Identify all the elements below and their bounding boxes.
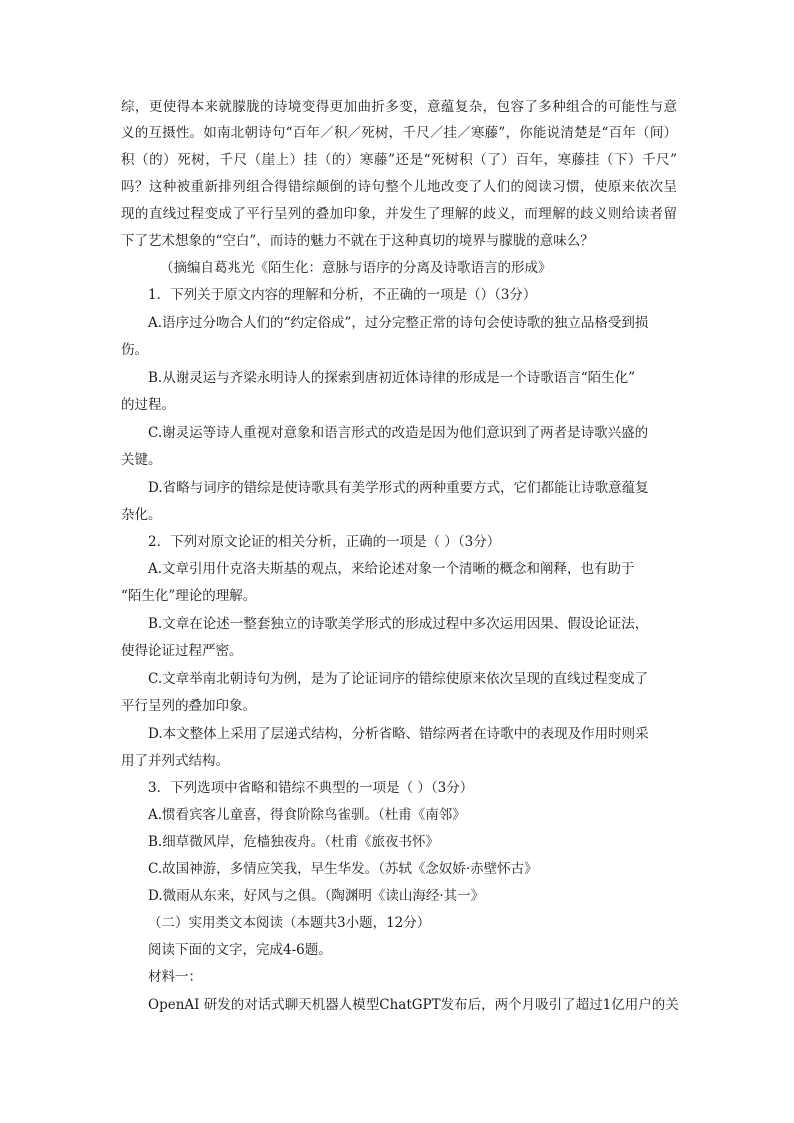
text-line: 的过程。 [121,397,175,413]
option-1c: C.谢灵运等诗人重视对意象和语言形式的改造是因为他们意识到了两者是诗歌兴盛的 [148,425,649,441]
text-line: 平行呈列的叠加印象。 [121,698,256,714]
option-3d: D.微雨从东来，好风与之俱。（陶渊明《读山海经·其一》 [148,888,485,904]
option-2d: D.本文整体上采用了层递式结构，分析省略、错综两者在诗歌中的表现及作用时则采 [148,726,649,742]
question-2: 2．下列对原文论证的相关分析，正确的一项是（ ）（3分） [148,534,501,550]
option-2a: A.文章引用什克洛夫斯基的观点，来给论述对象一个清晰的概念和阐释，也有助于 [148,561,635,577]
text-line: OpenAI 研发的对话式聊天机器人模型ChatGPT发布后，两个月吸引了超过1亿用户的关 [148,997,679,1013]
text-line: 伤。 [121,342,148,358]
text-line: 关键。 [121,452,162,468]
option-1b: B.从谢灵运与齐梁永明诗人的探索到唐初近体诗律的形成是一个诗歌语言“陌生化” [148,370,636,386]
instruction: 阅读下面的文字，完成4-6题。 [148,942,332,958]
material-label: 材料一： [148,969,202,985]
text-line: 义的互摄性。如南北朝诗句“百年／积／死树，千尺／挂／寒藤”，你能说清楚是“百年（间） [121,125,677,141]
text-line: 综，更使得本来就朦胧的诗境变得更加曲折多变，意蕴复杂，包容了多种组合的可能性与意 [121,99,677,115]
option-1d: D.省略与词序的错综是使诗歌具有美学形式的两种重要方式，它们都能让诗歌意蕴复 [148,480,649,496]
option-2b: B.文章在论述一整套独立的诗歌美学形式的形成过程中多次运用因果、假设论证法， [148,616,649,632]
question-1: 1．下列关于原文内容的理解和分析，不正确的一项是（）（3分） [148,287,537,303]
source-citation: （摘编自葛兆光《陌生化：意脉与语序的分离及诗歌语言的形成》 [160,260,552,276]
option-2c: C.文章举南北朝诗句为例，是为了论证词序的错综使原来依次呈现的直线过程变成了 [148,671,649,687]
question-3: 3．下列选项中省略和错综不典型的一项是（ ）（3分） [148,780,474,796]
text-line: 杂化。 [121,507,162,523]
option-3a: A.惯看宾客儿童喜，得食阶除鸟雀驯。（杜甫《南邻》 [148,807,466,823]
text-line: 使得论证过程严密。 [121,643,243,659]
option-3c: C.故国神游，多情应笑我，早生华发。（苏轼《念奴娇·赤壁怀古》 [148,861,538,877]
section-heading: （二）实用类文本阅读（本题共3小题，12分） [148,915,431,931]
text-line: 积（的）死树，千尺（崖上）挂（的）寒藤”还是“死树积（了）百年，寒藤挂（下）千尺” [121,152,677,168]
option-1a: A.语序过分吻合人们的“约定俗成”，过分完整正常的诗句会使诗歌的独立品格受到损 [148,315,649,331]
text-line: 用了并列式结构。 [121,753,229,769]
text-line: 现的直线过程变成了平行呈列的叠加印象，并发生了理解的歧义，而理解的歧义则给读者留 [121,206,677,222]
option-3b: B.细草微风岸，危樯独夜舟。（杜甫《旅夜书怀》 [148,834,439,850]
text-line: 下了艺术想象的“空白”，而诗的魅力不就在于这种真切的境界与朦胧的意味么？ [121,233,594,249]
text-line: 吗？这种被重新排列组合得错综颠倒的诗句整个儿地改变了人们的阅读习惯，使原来依次呈 [121,179,677,195]
text-line: “陌生化”理论的理解。 [121,588,257,604]
